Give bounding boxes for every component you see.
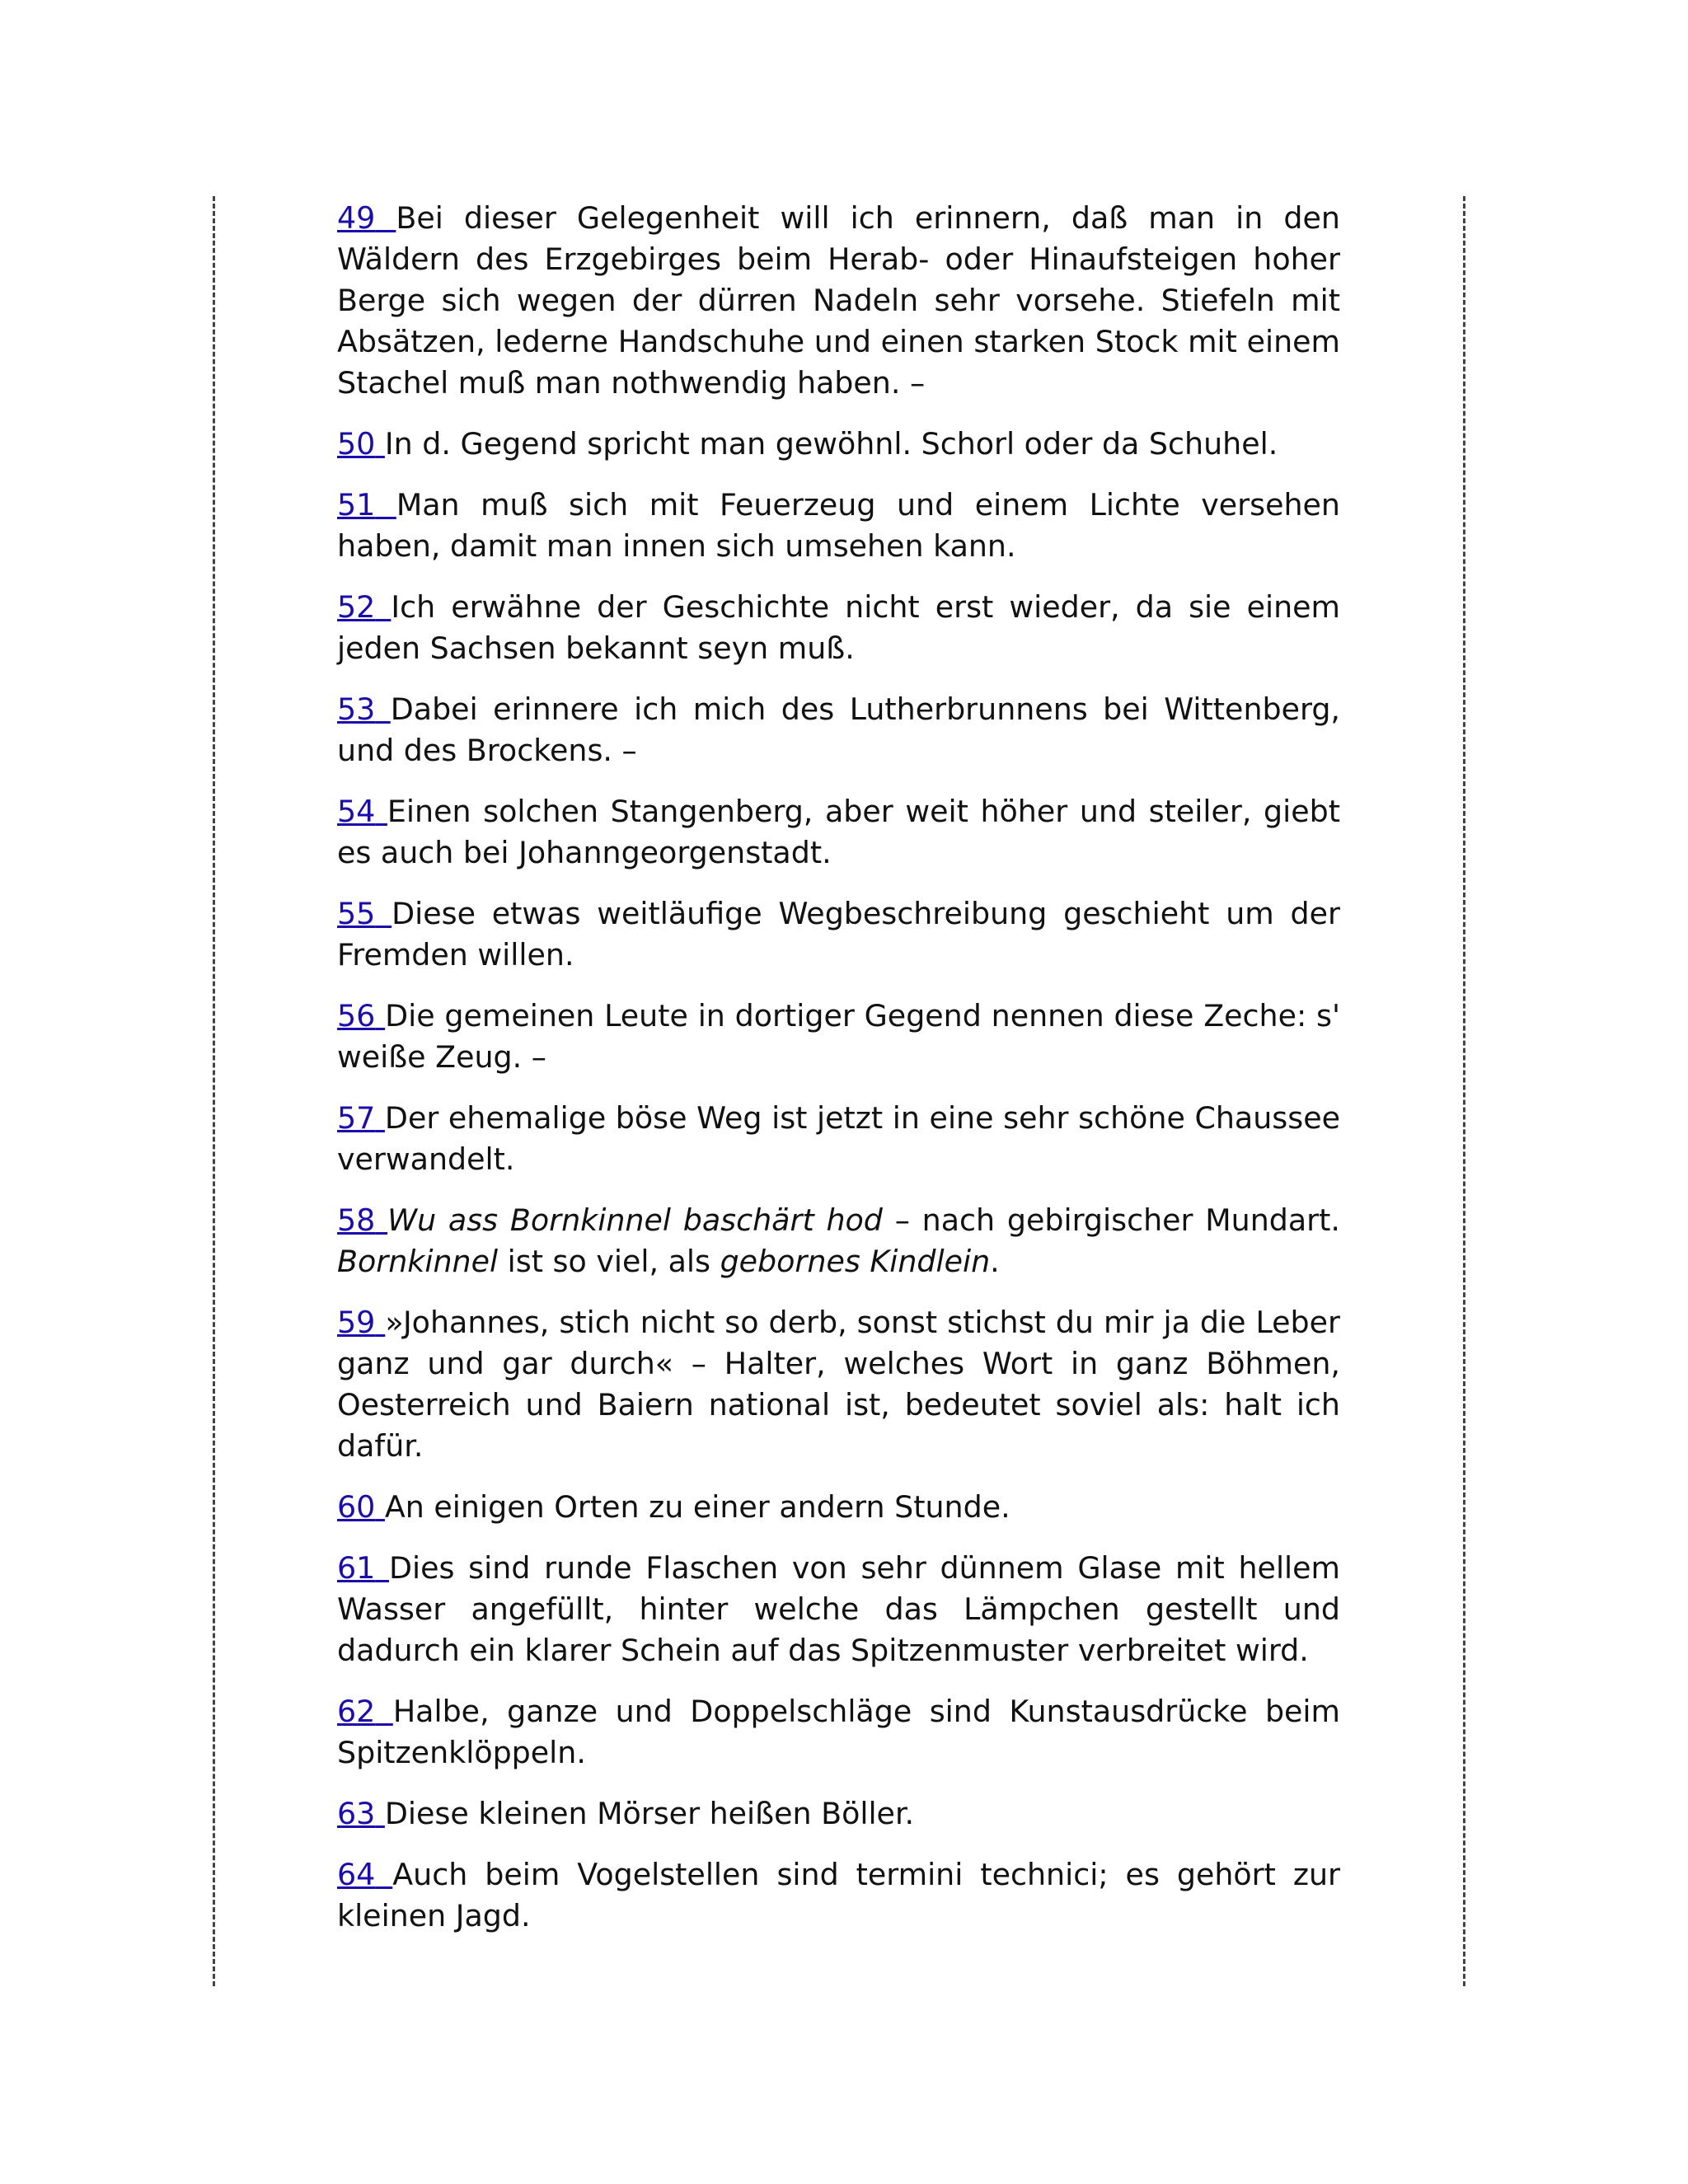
footnote-text: [337, 1694, 1340, 1770]
footnote-number-link[interactable]: 49: [337, 200, 376, 236]
footnote-text: [337, 1100, 1340, 1177]
footnote-number-link[interactable]: 50: [337, 426, 376, 462]
footnote-number-link[interactable]: 52: [337, 589, 376, 625]
footnote-text: [385, 1796, 914, 1831]
footnote: [337, 485, 1340, 567]
footnote: [337, 996, 1340, 1078]
footnote-text: [337, 1857, 1340, 1933]
footnote-number-link[interactable]: 59: [337, 1305, 376, 1340]
footnote-text-segment: Diese etwas weitläufige Wegbeschreibung geschieht um der Fremden willen.: [337, 896, 1340, 972]
footnote: [337, 1691, 1340, 1774]
footnote-number-link[interactable]: 58: [337, 1202, 376, 1238]
footnote: [337, 1854, 1340, 1937]
footnote-text-segment: .: [990, 1244, 1000, 1279]
footnote: [337, 893, 1340, 976]
footnote-text-segment: »Johannes, stich nicht so derb, sonst stichst du mir ja die Leber ganz und gar durch« – Halter, welches Wort in ganz Böhmen, Oesterreich und Baiern national ist, bedeutet soviel als: halt ich dafür.: [337, 1305, 1340, 1464]
footnote-text: [337, 1202, 1340, 1279]
footnote-text-segment: Dabei erinnere ich mich des Lutherbrunnens bei Wittenberg, und des Brockens. –: [337, 691, 1340, 768]
footnotes-list: [337, 198, 1340, 1957]
footnote-number-link[interactable]: 64: [337, 1857, 376, 1892]
footnote: [337, 424, 1340, 465]
footnote-text-segment: Auch beim Vogelstellen sind termini technici; es gehört zur kleinen Jagd.: [337, 1857, 1340, 1933]
footnote: [337, 1098, 1340, 1180]
footnote-number-link[interactable]: 62: [337, 1694, 376, 1729]
footnote-text: [337, 896, 1340, 972]
footnote: [337, 1200, 1340, 1282]
footnote-text-segment: Der ehemalige böse Weg ist jetzt in eine sehr schöne Chaussee verwandelt.: [337, 1100, 1340, 1177]
footnote-text-segment: Diese kleinen Mörser heißen Böller.: [384, 1796, 915, 1831]
footnote-text-segment: Man muß sich mit Feuerzeug und einem Lichte versehen haben, damit man innen sich umsehen kann.: [337, 487, 1340, 564]
footnote-text-segment: Einen solchen Stangenberg, aber weit höher und steiler, giebt es auch bei Johanngeorgenstadt.: [337, 794, 1340, 870]
footnote-text: [337, 589, 1340, 666]
footnote-text: [337, 691, 1340, 768]
footnote-text-segment: – nach gebirgischer Mundart.: [882, 1202, 1340, 1238]
footnote: [337, 587, 1340, 669]
footnote: [337, 689, 1340, 771]
footnote: [337, 1487, 1340, 1528]
footnote-italic-text: Wu ass Bornkinnel baschärt hod: [387, 1202, 883, 1238]
footnote-text: [337, 487, 1340, 564]
footnote-number-link[interactable]: 63: [337, 1796, 376, 1831]
footnote-text-segment: Bei dieser Gelegenheit will ich erinnern, daß man in den Wäldern des Erzgebirges beim Herab- oder Hinaufsteigen hoher Berge sich wegen der dürren Nadeln sehr vorsehe. Stiefeln mit Absätzen, lederne Handschuhe und einen starken Stock mit einem Stachel muß man nothwendig haben. –: [337, 200, 1340, 401]
footnote-number-link[interactable]: 61: [337, 1550, 376, 1586]
footnote-text: [337, 1550, 1340, 1668]
footnote-text-segment: Dies sind runde Flaschen von sehr dünnem Glase mit hellem Wasser angefüllt, hinter welche das Lämpchen gestellt und dadurch ein klarer Schein auf das Spitzenmuster verbreitet wird.: [337, 1550, 1341, 1668]
footnote: [337, 198, 1340, 404]
footnote: [337, 1793, 1340, 1835]
footnote-italic-text: gebornes Kindlein: [720, 1244, 991, 1279]
footnote-number-link[interactable]: 60: [337, 1489, 376, 1525]
footnote-text: [385, 426, 1278, 462]
footnote-text-segment: In d. Gegend spricht man gewöhnl. Schorl oder da Schuhel.: [384, 426, 1278, 462]
footnote-number-link[interactable]: 57: [337, 1100, 376, 1136]
footnote-text: [337, 1305, 1340, 1464]
footnote-text-segment: Ich erwähne der Geschichte nicht erst wieder, da sie einem jeden Sachsen bekannt seyn muß.: [337, 589, 1340, 666]
footnote-number-link[interactable]: 53: [337, 691, 376, 727]
footnote-text-segment: Halbe, ganze und Doppelschläge sind Kunstausdrücke beim Spitzenklöppeln.: [337, 1694, 1340, 1770]
footnote-number-link[interactable]: 56: [337, 998, 376, 1033]
footnote-number-link[interactable]: 55: [337, 896, 376, 931]
footnote-text: [337, 200, 1340, 401]
footnote-text: [337, 998, 1340, 1075]
footnote-text-segment: Die gemeinen Leute in dortiger Gegend nennen diese Zeche: s' weiße Zeug. –: [337, 998, 1340, 1075]
footnote-number-link[interactable]: 51: [337, 487, 376, 523]
footnote-text: [385, 1489, 1010, 1525]
footnote-text-segment: ist so viel, als: [498, 1244, 720, 1279]
footnote-text: [337, 794, 1340, 870]
footnote: [337, 1302, 1340, 1467]
footnote: [337, 791, 1340, 874]
footnote-text-segment: An einigen Orten zu einer andern Stunde.: [384, 1489, 1010, 1525]
footnote: [337, 1548, 1340, 1671]
footnote-number-link[interactable]: 54: [337, 794, 376, 829]
footnote-italic-text: Bornkinnel: [337, 1244, 499, 1279]
